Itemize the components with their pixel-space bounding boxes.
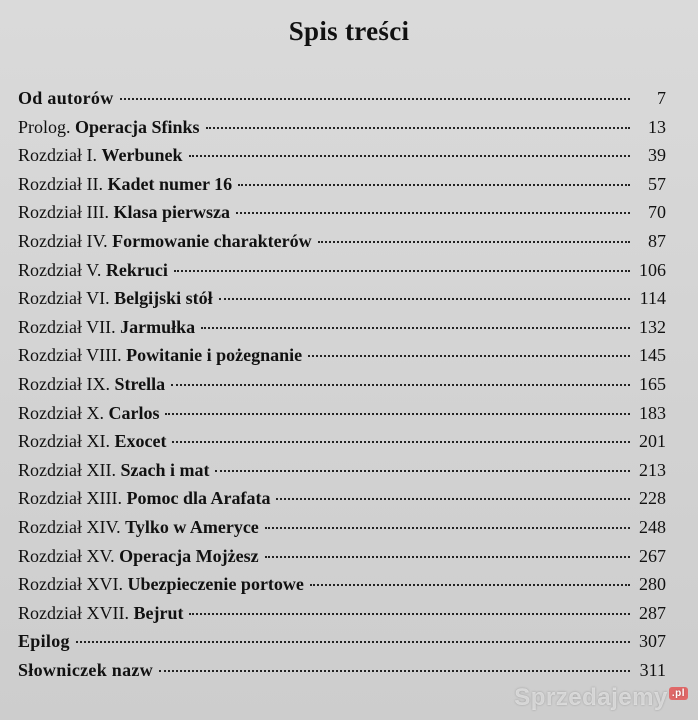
toc-entry-prefix: Rozdział I.: [18, 145, 97, 166]
toc-entry-title: Kadet numer 16: [107, 173, 233, 194]
toc-entry-label: Epilog: [18, 631, 70, 652]
toc-entry: [18, 313, 666, 342]
toc-entry: [18, 542, 666, 571]
toc-entry-prefix: Rozdział IV.: [18, 230, 108, 251]
toc-entry: [18, 284, 666, 313]
dot-leader: [265, 556, 630, 558]
toc-entry: [18, 627, 666, 656]
toc-entry: [18, 427, 666, 456]
toc-entry-label: [18, 227, 312, 256]
toc-entry-prefix: Rozdział XII.: [18, 459, 116, 480]
toc-entry-page-number: 145: [639, 345, 666, 366]
toc-entry-prefix: Rozdział II.: [18, 173, 103, 194]
dot-leader: [308, 355, 630, 357]
toc-entry-prefix: Rozdział XI.: [18, 431, 110, 452]
toc-entry-label: [18, 313, 195, 342]
toc-entry-prefix: Rozdział XV.: [18, 545, 115, 566]
dot-leader: [76, 641, 630, 643]
toc-entry-title: Szach i mat: [120, 459, 210, 480]
toc-entry: [18, 341, 666, 370]
toc-entry-label: [18, 399, 159, 428]
watermark-tld: .pl: [669, 687, 688, 700]
toc-entry-prefix: Rozdział V.: [18, 259, 102, 280]
toc-entry-label: [18, 256, 168, 285]
dot-leader: [165, 413, 630, 415]
toc-entry-title: Ubezpieczenie portowe: [127, 574, 304, 595]
toc-entry-page-number: 70: [648, 202, 666, 223]
watermark-text: Sprzedajemy: [514, 684, 668, 711]
toc-entry-title: Powitanie i pożegnanie: [126, 345, 303, 366]
toc-entry-page-number: 87: [648, 230, 666, 251]
toc-entry: [18, 656, 666, 685]
toc-entry-title: Carlos: [108, 402, 160, 423]
toc-entry-title: Werbunek: [101, 145, 183, 166]
toc-entry-label: [18, 198, 230, 227]
dot-leader: [215, 470, 630, 472]
toc-entry-label: [18, 141, 183, 170]
toc-entry-title: Tylko w Ameryce: [125, 516, 259, 537]
toc-entry-page-number: 13: [648, 116, 666, 137]
toc-entry-label: [18, 370, 165, 399]
toc-entry-label: [18, 284, 213, 313]
toc-entry-prefix: Rozdział XVII.: [18, 602, 129, 623]
dot-leader: [201, 327, 630, 329]
toc-entry-title: Klasa pierwsza: [113, 202, 230, 223]
toc-entry-label: [18, 427, 166, 456]
toc-entry-prefix: Rozdział VI.: [18, 288, 110, 309]
page-title: Spis treści: [288, 16, 410, 46]
toc-entry-prefix: Rozdział XIV.: [18, 516, 121, 537]
toc-entry: [18, 170, 666, 199]
dot-leader: [120, 98, 630, 100]
toc-entry: [18, 227, 666, 256]
toc-entry-page-number: 213: [639, 459, 666, 480]
toc-entry-prefix: Rozdział XIII.: [18, 488, 122, 509]
toc-entry-page-number: 7: [657, 88, 666, 108]
toc-entry-page-number: 132: [639, 316, 666, 337]
toc-entry-page-number: 287: [639, 602, 666, 623]
toc-entry-label: [18, 513, 259, 542]
dot-leader: [206, 127, 630, 129]
toc-entry-prefix: Rozdział X.: [18, 402, 104, 423]
toc-entry: [18, 256, 666, 285]
toc-entry-label: [18, 542, 259, 571]
dot-leader: [189, 155, 630, 157]
toc-entry: [18, 141, 666, 170]
toc-entry-title: Operacja Mojżesz: [119, 545, 259, 566]
toc-entry-page-number: 311: [639, 659, 666, 680]
toc-entry-title: Strella: [114, 373, 166, 394]
dot-leader: [318, 241, 630, 243]
toc-entry-page-number: 280: [639, 574, 666, 595]
toc-entry-page-number: 228: [639, 488, 666, 509]
toc-entry-page-number: 201: [639, 431, 666, 452]
dot-leader: [174, 270, 630, 272]
toc-entry-page-number: 165: [639, 373, 666, 394]
toc-entry-title: Operacja Sfinks: [75, 116, 200, 137]
toc-entry: [18, 370, 666, 399]
dot-leader: [236, 212, 630, 214]
toc-entry: [18, 113, 666, 142]
toc-entry-label: Od autorów: [18, 88, 114, 108]
toc-entry-prefix: Prolog.: [18, 116, 71, 137]
toc-entry: [18, 84, 666, 113]
toc-entry-title: Pomoc dla Arafata: [126, 488, 271, 509]
toc-entry-title: Exocet: [114, 431, 167, 452]
toc-entry-prefix: Rozdział IX.: [18, 373, 110, 394]
dot-leader: [310, 584, 630, 586]
table-of-contents: [18, 84, 666, 684]
toc-entry-title: Rekruci: [105, 259, 168, 280]
toc-entry-page-number: 183: [639, 402, 666, 423]
toc-entry-page-number: 114: [639, 288, 666, 309]
toc-entry-prefix: Rozdział VII.: [18, 316, 116, 337]
toc-entry: [18, 513, 666, 542]
dot-leader: [265, 527, 630, 529]
dot-leader: [219, 298, 630, 300]
dot-leader: [159, 670, 630, 672]
toc-entry-label: [18, 456, 209, 485]
toc-entry-label: Słowniczek nazw: [18, 659, 153, 680]
toc-entry-prefix: Rozdział VIII.: [18, 345, 122, 366]
toc-entry-title: Jarmułka: [120, 316, 196, 337]
toc-entry: [18, 399, 666, 428]
toc-entry: [18, 484, 666, 513]
toc-entry-page-number: 39: [648, 145, 666, 166]
dot-leader: [171, 384, 630, 386]
watermark-logo: [514, 684, 688, 712]
dot-leader: [238, 184, 630, 186]
toc-entry-title: Formowanie charakterów: [112, 230, 312, 251]
dot-leader: [189, 613, 630, 615]
toc-entry: [18, 456, 666, 485]
toc-entry-label: [18, 570, 304, 599]
toc-entry-page-number: 267: [639, 545, 666, 566]
toc-entry-label: [18, 341, 302, 370]
dot-leader: [276, 498, 630, 500]
toc-entry-title: Bejrut: [133, 602, 184, 623]
toc-entry-page-number: 57: [648, 173, 666, 194]
dot-leader: [172, 441, 630, 443]
toc-entry-label: [18, 170, 232, 199]
toc-entry: [18, 599, 666, 628]
toc-entry-label: [18, 484, 270, 513]
toc-entry: [18, 570, 666, 599]
toc-entry: [18, 198, 666, 227]
toc-entry-page-number: 106: [639, 259, 666, 280]
toc-entry-prefix: Rozdział III.: [18, 202, 109, 223]
toc-entry-label: [18, 113, 200, 142]
toc-entry-page-number: 248: [639, 516, 666, 537]
toc-entry-label: [18, 599, 183, 628]
toc-entry-prefix: Rozdział XVI.: [18, 574, 123, 595]
toc-entry-title: Belgijski stół: [114, 288, 213, 309]
toc-entry-page-number: 307: [639, 631, 666, 652]
